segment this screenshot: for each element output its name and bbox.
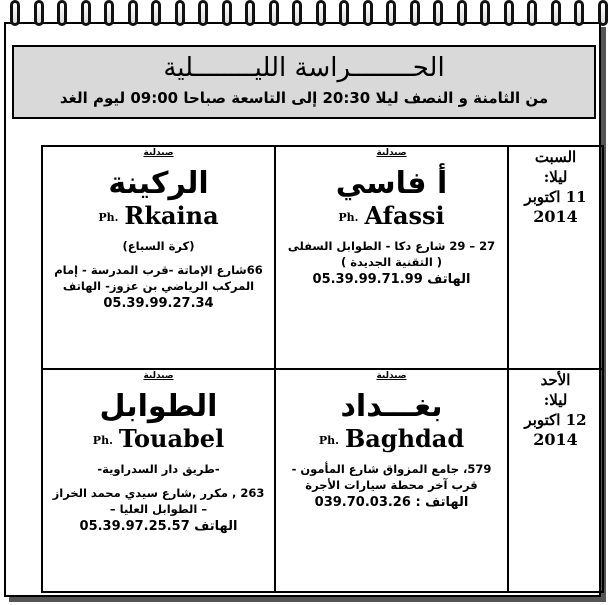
phone-number: 05.39.97.25.57 <box>79 518 190 534</box>
spiral-coil <box>292 0 302 26</box>
spiral-coil <box>598 0 608 26</box>
spiral-coil <box>574 0 584 26</box>
table-row <box>42 146 603 369</box>
spiral-coil <box>527 0 537 26</box>
phone-label: الهاتف <box>194 518 238 534</box>
phone-label: الهاتف <box>427 271 471 287</box>
pharmacy-name-ar: أ فاسي <box>335 166 448 201</box>
spiral-coil <box>128 0 138 26</box>
spiral-coil <box>504 0 514 26</box>
spiral-coil <box>316 0 326 26</box>
pharmacy-prefix: Ph. <box>92 433 113 447</box>
pharmacy-cell <box>42 369 275 592</box>
spiral-binding <box>10 0 608 30</box>
pharmacy-cell <box>275 369 508 592</box>
day-name: السبت <box>534 148 577 166</box>
pharmacy-name-ar: الطوابل <box>99 389 218 424</box>
spiral-coil <box>175 0 185 26</box>
pharmacy-name-latin: Baghdad <box>344 424 465 453</box>
pharmacy-name-ar: بغـــداد <box>340 389 443 424</box>
date-cell <box>508 369 603 592</box>
pharmacy-name-ar: الركينة <box>108 166 209 201</box>
spiral-coil <box>245 0 255 26</box>
phone-label: الهاتف : <box>415 494 469 510</box>
pharmacy-name-latin: Rkaina <box>124 201 219 230</box>
pharmacy-address: 27 – 29 شارع دكا - الطوابل السفلى <box>287 238 496 253</box>
spiral-coil <box>81 0 91 26</box>
pharmacy-address-sub: ( التقنية الجديدة ) <box>340 254 443 269</box>
pharmacy-cell <box>42 146 275 369</box>
spiral-coil <box>10 0 20 26</box>
date-cell <box>508 146 603 369</box>
date-text: 11 اكتوبر <box>524 188 587 206</box>
pharmacy-label: صيدلية <box>143 148 174 158</box>
day-name: الأحد <box>540 371 571 389</box>
spiral-coil <box>433 0 443 26</box>
spiral-coil <box>339 0 349 26</box>
page-title: الحــــــــراسة الليــــــــلية <box>163 53 445 83</box>
pharmacy-label: صيدلية <box>376 148 407 158</box>
spiral-coil <box>480 0 490 26</box>
spiral-coil <box>34 0 44 26</box>
phone-number: 039.70.03.26 <box>314 494 411 510</box>
date-text: 12 اكتوبر <box>524 411 587 429</box>
duty-table <box>41 145 604 593</box>
pharmacy-address: -طريق دار السدراوية- <box>97 461 220 476</box>
pharmacy-label: صيدلية <box>376 371 407 381</box>
spiral-coil <box>198 0 208 26</box>
spiral-coil <box>551 0 561 26</box>
pharmacy-address-sub: 66شارع الإماتة -قرب المدرسة - إمام المركب الرياضي بن عزوز- الهاتف <box>54 262 263 293</box>
pharmacy-address: 579، جامع المزواق شارع المأمون - قرب آخر محطة سيارات الأجرة <box>291 461 492 492</box>
phone-number: 05.39.99.71.99 <box>312 271 423 287</box>
spiral-coil <box>57 0 67 26</box>
page-header <box>12 45 596 119</box>
spiral-coil <box>457 0 467 26</box>
pharmacy-label: صيدلية <box>143 371 174 381</box>
pharmacy-cell <box>275 146 508 369</box>
spiral-coil <box>363 0 373 26</box>
spiral-coil <box>386 0 396 26</box>
spiral-coil <box>222 0 232 26</box>
year-text: 2014 <box>533 207 578 226</box>
pharmacy-prefix: Ph. <box>98 210 119 224</box>
year-text: 2014 <box>533 430 578 449</box>
spiral-coil <box>269 0 279 26</box>
spiral-coil <box>410 0 420 26</box>
spiral-coil <box>104 0 114 26</box>
night-label: ليلا: <box>543 391 568 409</box>
spiral-coil <box>151 0 161 26</box>
duty-hours: من الثامنة و النصف ليلا 20:30 إلى التاسعة صباحا 09:00 ليوم الغد <box>59 89 549 107</box>
pharmacy-prefix: Ph. <box>318 433 339 447</box>
pharmacy-address: (كرة السباع) <box>122 238 195 253</box>
night-label: ليلا: <box>543 168 568 186</box>
table-row <box>42 369 603 592</box>
pharmacy-name-latin: Touabel <box>118 424 225 453</box>
phone-number: 05.39.99.27.34 <box>103 295 214 311</box>
pharmacy-address-sub: 263 , مكرر ,شارع سيدي محمد الخراز – الطوابل العليا – <box>52 485 265 516</box>
pharmacy-name-latin: Afassi <box>364 201 445 230</box>
pharmacy-prefix: Ph. <box>338 210 359 224</box>
